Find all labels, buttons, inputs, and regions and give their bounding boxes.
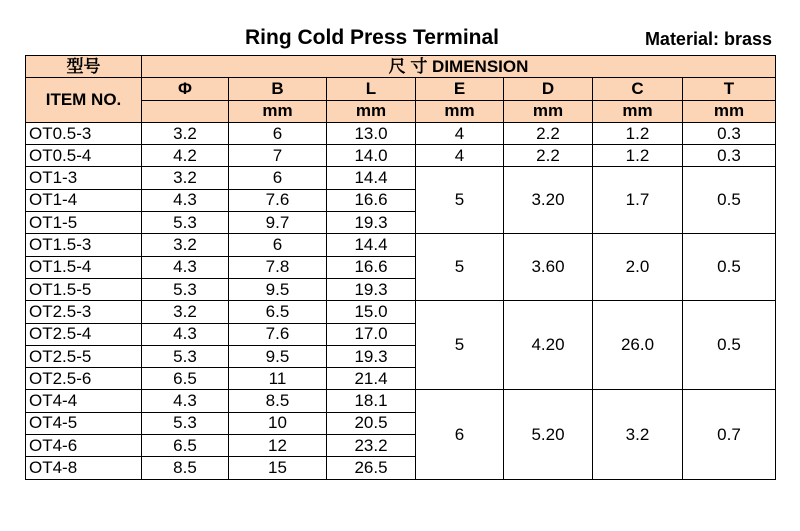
header-col-c: C <box>593 78 683 100</box>
cell-phi: 3.2 <box>142 167 229 189</box>
cell-e: 5 <box>416 234 504 301</box>
header-col-b: B <box>229 78 327 100</box>
cell-d: 2.2 <box>504 145 593 167</box>
cell-item: OT2.5-6 <box>26 368 142 390</box>
header-dimension: 尺 寸 DIMENSION <box>142 56 776 78</box>
cell-l: 26.5 <box>327 457 416 479</box>
cell-l: 21.4 <box>327 368 416 390</box>
cell-b: 7.6 <box>229 189 327 211</box>
header-model-cn: 型号 <box>26 56 142 78</box>
cell-b: 10 <box>229 412 327 434</box>
cell-b: 9.5 <box>229 278 327 300</box>
cell-phi: 5.3 <box>142 278 229 300</box>
header-col-l: L <box>327 78 416 100</box>
cell-item: OT4-6 <box>26 435 142 457</box>
cell-item: OT2.5-3 <box>26 301 142 323</box>
cell-item: OT4-8 <box>26 457 142 479</box>
cell-item: OT1.5-4 <box>26 256 142 278</box>
cell-b: 9.7 <box>229 212 327 234</box>
cell-phi: 3.2 <box>142 122 229 144</box>
cell-c: 3.2 <box>593 390 683 479</box>
cell-t: 0.3 <box>683 122 776 144</box>
cell-c: 26.0 <box>593 301 683 390</box>
cell-item: OT4-5 <box>26 412 142 434</box>
page-title: Ring Cold Press Terminal <box>245 26 499 49</box>
cell-l: 14.4 <box>327 167 416 189</box>
header-item-no: ITEM NO. <box>26 78 142 123</box>
cell-item: OT0.5-4 <box>26 145 142 167</box>
cell-t: 0.5 <box>683 234 776 301</box>
cell-l: 16.6 <box>327 189 416 211</box>
table-row <box>26 390 776 412</box>
cell-b: 15 <box>229 457 327 479</box>
cell-item: OT1-5 <box>26 212 142 234</box>
cell-b: 6 <box>229 122 327 144</box>
cell-l: 15.0 <box>327 301 416 323</box>
cell-e: 5 <box>416 167 504 234</box>
table-row <box>26 122 776 144</box>
cell-item: OT1.5-3 <box>26 234 142 256</box>
cell-d: 3.20 <box>504 167 593 234</box>
cell-t: 0.3 <box>683 145 776 167</box>
cell-phi: 5.3 <box>142 345 229 367</box>
material-label: Material: brass <box>644 29 772 49</box>
terminal-spec-table <box>25 55 776 480</box>
cell-phi: 4.3 <box>142 390 229 412</box>
cell-phi: 4.3 <box>142 256 229 278</box>
cell-t: 0.7 <box>683 390 776 479</box>
unit-e: mm <box>416 100 504 122</box>
cell-item: OT2.5-4 <box>26 323 142 345</box>
cell-phi: 5.3 <box>142 212 229 234</box>
unit-phi <box>142 100 229 122</box>
cell-item: OT0.5-3 <box>26 122 142 144</box>
table-row <box>26 234 776 256</box>
cell-phi: 4.2 <box>142 145 229 167</box>
cell-phi: 8.5 <box>142 457 229 479</box>
cell-l: 19.3 <box>327 345 416 367</box>
cell-l: 16.6 <box>327 256 416 278</box>
cell-phi: 6.5 <box>142 435 229 457</box>
cell-item: OT1.5-5 <box>26 278 142 300</box>
cell-l: 19.3 <box>327 278 416 300</box>
cell-item: OT1-4 <box>26 189 142 211</box>
table-row <box>26 301 776 323</box>
cell-l: 18.1 <box>327 390 416 412</box>
cell-d: 4.20 <box>504 301 593 390</box>
cell-phi: 6.5 <box>142 368 229 390</box>
cell-t: 0.5 <box>683 301 776 390</box>
unit-t: mm <box>683 100 776 122</box>
cell-b: 7.6 <box>229 323 327 345</box>
cell-l: 13.0 <box>327 122 416 144</box>
cell-phi: 5.3 <box>142 412 229 434</box>
cell-l: 19.3 <box>327 212 416 234</box>
cell-b: 12 <box>229 435 327 457</box>
unit-d: mm <box>504 100 593 122</box>
cell-l: 14.4 <box>327 234 416 256</box>
cell-item: OT2.5-5 <box>26 345 142 367</box>
cell-c: 1.7 <box>593 167 683 234</box>
cell-phi: 4.3 <box>142 189 229 211</box>
cell-e: 4 <box>416 122 504 144</box>
cell-b: 6 <box>229 234 327 256</box>
cell-c: 1.2 <box>593 145 683 167</box>
cell-e: 5 <box>416 301 504 390</box>
cell-d: 5.20 <box>504 390 593 479</box>
cell-l: 20.5 <box>327 412 416 434</box>
cell-phi: 3.2 <box>142 234 229 256</box>
cell-b: 6.5 <box>229 301 327 323</box>
cell-d: 2.2 <box>504 122 593 144</box>
cell-b: 11 <box>229 368 327 390</box>
header-col-e: E <box>416 78 504 100</box>
cell-d: 3.60 <box>504 234 593 301</box>
cell-l: 14.0 <box>327 145 416 167</box>
cell-phi: 3.2 <box>142 301 229 323</box>
cell-e: 4 <box>416 145 504 167</box>
cell-b: 9.5 <box>229 345 327 367</box>
unit-b: mm <box>229 100 327 122</box>
unit-c: mm <box>593 100 683 122</box>
cell-item: OT4-4 <box>26 390 142 412</box>
cell-c: 2.0 <box>593 234 683 301</box>
cell-t: 0.5 <box>683 167 776 234</box>
table-row <box>26 167 776 189</box>
cell-b: 7 <box>229 145 327 167</box>
cell-l: 23.2 <box>327 435 416 457</box>
cell-c: 1.2 <box>593 122 683 144</box>
cell-b: 7.8 <box>229 256 327 278</box>
cell-l: 17.0 <box>327 323 416 345</box>
cell-b: 8.5 <box>229 390 327 412</box>
cell-e: 6 <box>416 390 504 479</box>
header-col-t: T <box>683 78 776 100</box>
table-row <box>26 145 776 167</box>
cell-item: OT1-3 <box>26 167 142 189</box>
cell-b: 6 <box>229 167 327 189</box>
header-col-d: D <box>504 78 593 100</box>
header-col-phi: Φ <box>142 78 229 100</box>
cell-phi: 4.3 <box>142 323 229 345</box>
unit-l: mm <box>327 100 416 122</box>
